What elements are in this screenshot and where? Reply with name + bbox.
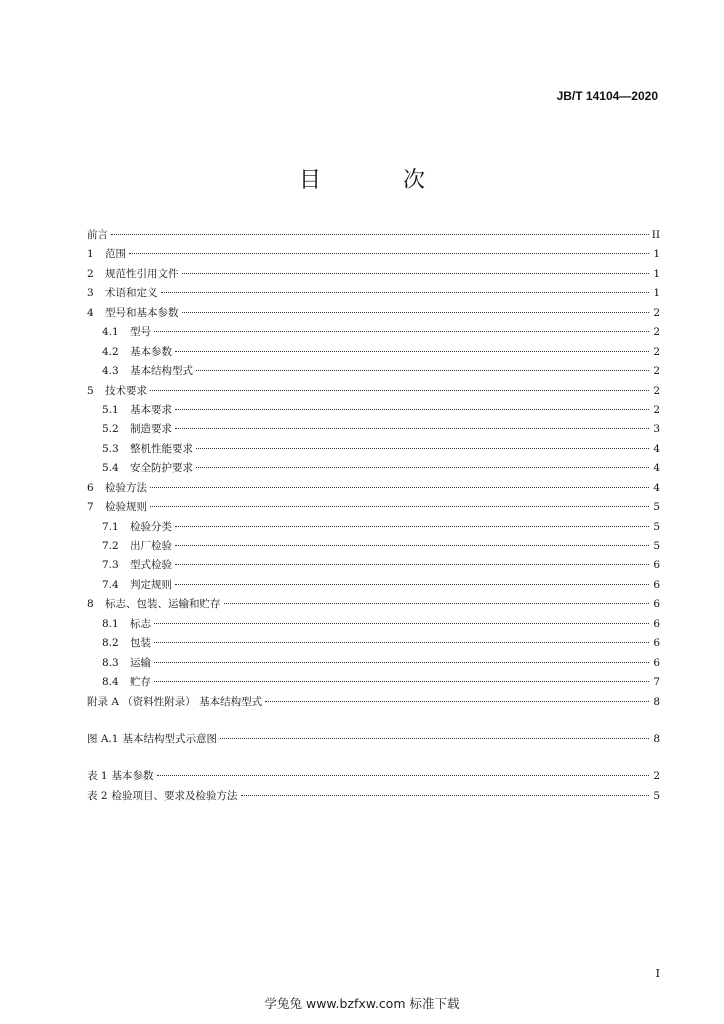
toc-entry-page: 2 <box>653 384 660 397</box>
toc-entry-label: 出厂检验 <box>130 540 172 552</box>
toc-leader-dots <box>175 564 649 565</box>
toc-entry[interactable] <box>87 323 660 342</box>
toc-entry[interactable] <box>87 284 660 303</box>
toc-leader-dots <box>129 253 649 254</box>
toc-entry-number: 7.4 <box>102 578 119 591</box>
toc-main-section <box>87 226 660 712</box>
toc-leader-dots <box>175 545 649 546</box>
toc-leader-dots <box>220 738 649 739</box>
toc-entry[interactable] <box>87 498 660 517</box>
toc-entry-label: 型号和基本参数 <box>105 306 179 319</box>
toc-entry-label: 检验项目、要求及检验方法 <box>111 789 238 802</box>
toc-entry-label: 制造要求 <box>130 423 172 436</box>
toc-leader-dots <box>150 487 649 488</box>
toc-leader-dots <box>175 584 649 585</box>
toc-entry-label: 范围 <box>105 248 126 261</box>
toc-entry-page: 5 <box>653 540 660 552</box>
toc-entry-number: 1 <box>87 248 94 261</box>
toc-entry-label: 整机性能要求 <box>130 442 193 455</box>
toc-entry-number: 8.3 <box>102 656 119 669</box>
toc-leader-dots <box>154 331 649 332</box>
document-code: JB/T 14104—2020 <box>556 89 658 103</box>
toc-leader-dots <box>175 351 649 352</box>
toc-leader-dots <box>154 623 649 624</box>
toc-entry-number: 8.1 <box>102 617 119 630</box>
toc-leader-dots <box>175 409 649 410</box>
toc-leader-dots <box>154 662 649 663</box>
toc-entry-page: 1 <box>653 267 660 280</box>
toc-leader-dots <box>154 681 649 682</box>
toc-entry-page: 2 <box>653 770 660 783</box>
toc-entry-number: 5.1 <box>102 403 119 416</box>
toc-entry-label: 基本参数 <box>111 770 154 783</box>
toc-entry[interactable] <box>87 615 660 634</box>
toc-figures-section <box>87 730 660 749</box>
toc-entry-number: 4.3 <box>102 365 119 378</box>
toc-entry-page: 6 <box>653 656 660 669</box>
toc-entry[interactable] <box>87 673 660 692</box>
toc-entry[interactable] <box>87 440 660 459</box>
toc-entry-number: 2 <box>87 267 94 280</box>
toc-entry[interactable] <box>87 420 660 439</box>
toc-entry-label: 标志 <box>130 617 151 630</box>
toc-entry-label: 检验方法 <box>105 481 147 494</box>
table-of-contents <box>87 226 660 806</box>
toc-entry-number: 7.1 <box>102 520 119 533</box>
toc-leader-dots <box>182 273 650 274</box>
toc-entry-page: 4 <box>653 462 660 475</box>
toc-entry-number: 3 <box>87 287 94 300</box>
toc-entry-label: 运输 <box>130 656 151 669</box>
toc-tables-section <box>87 767 660 806</box>
toc-leader-dots <box>150 390 649 391</box>
toc-entry-number: 7.2 <box>102 540 119 552</box>
toc-entry-page: 6 <box>653 637 660 650</box>
toc-entry-label: 安全防护要求 <box>130 462 193 475</box>
toc-entry-label: 前言 <box>87 229 108 241</box>
toc-leader-dots <box>196 467 649 468</box>
toc-entry-page: 2 <box>653 365 660 378</box>
toc-entry-page: 5 <box>653 501 660 514</box>
toc-entry-page: 2 <box>653 403 660 416</box>
toc-entry-page: 2 <box>653 345 660 358</box>
toc-entry[interactable] <box>87 362 660 381</box>
page-number: I <box>655 967 660 980</box>
toc-entry[interactable] <box>87 595 660 614</box>
toc-entry-page: 2 <box>653 306 660 319</box>
toc-entry-page: 6 <box>653 578 660 591</box>
toc-entry-label: 基本要求 <box>130 403 172 416</box>
toc-entry-label: 标志、包装、运输和贮存 <box>105 598 221 611</box>
toc-entry[interactable] <box>87 304 660 323</box>
toc-entry-page: 7 <box>653 676 660 689</box>
toc-entry[interactable] <box>87 518 660 537</box>
toc-entry[interactable] <box>87 245 660 264</box>
toc-leader-dots <box>196 370 649 371</box>
toc-entry-label: 判定规则 <box>130 578 172 591</box>
toc-entry-page: 1 <box>653 287 660 300</box>
toc-leader-dots <box>224 603 650 604</box>
toc-entry-page: 3 <box>653 423 660 436</box>
toc-entry-number: 表 1 <box>87 770 108 783</box>
toc-entry-number: 5.3 <box>102 442 119 455</box>
toc-entry-label: 附录 A （资料性附录） 基本结构型式 <box>87 695 263 708</box>
toc-leader-dots <box>175 428 649 429</box>
toc-entry[interactable] <box>87 556 660 575</box>
toc-leader-dots <box>111 234 649 235</box>
toc-leader-dots <box>265 701 649 702</box>
toc-entry-number: 5.4 <box>102 462 119 475</box>
toc-entry-number: 5 <box>87 384 94 397</box>
toc-entry[interactable] <box>87 343 660 362</box>
toc-entry-page: 1 <box>653 248 660 261</box>
toc-entry-number: 5.2 <box>102 423 119 436</box>
toc-entry-number: 8.4 <box>102 676 119 689</box>
toc-entry-number: 7.3 <box>102 559 119 572</box>
toc-entry[interactable] <box>87 459 660 478</box>
toc-entry-number: 8 <box>87 598 94 611</box>
toc-entry-number: 4.1 <box>102 326 119 339</box>
toc-entry[interactable] <box>87 265 660 284</box>
toc-entry-label: 检验分类 <box>130 520 172 533</box>
toc-entry-page: 6 <box>653 559 660 572</box>
toc-entry[interactable] <box>87 401 660 420</box>
toc-entry-label: 规范性引用文件 <box>105 267 179 280</box>
toc-entry-number: 8.2 <box>102 637 119 650</box>
toc-leader-dots <box>150 506 649 507</box>
toc-leader-dots <box>182 312 650 313</box>
toc-entry-number: 表 2 <box>87 789 108 802</box>
toc-entry[interactable] <box>87 654 660 673</box>
toc-leader-dots <box>161 292 650 293</box>
toc-entry-number: 4.2 <box>102 345 119 358</box>
toc-entry[interactable] <box>87 767 660 786</box>
toc-entry-page: 5 <box>653 789 660 802</box>
toc-entry-label: 贮存 <box>130 676 151 689</box>
toc-entry-page: 4 <box>653 442 660 455</box>
toc-entry[interactable] <box>87 693 660 712</box>
toc-entry-page: 6 <box>653 617 660 630</box>
toc-entry-label: 型式检验 <box>130 559 172 572</box>
toc-entry-label: 基本结构型式示意图 <box>122 732 217 745</box>
toc-entry[interactable] <box>87 226 660 245</box>
toc-entry-number: 4 <box>87 306 94 319</box>
toc-leader-dots <box>157 775 649 776</box>
toc-entry[interactable] <box>87 787 660 806</box>
toc-entry-page: 5 <box>653 520 660 533</box>
toc-entry-number: 图 A.1 <box>87 732 119 745</box>
toc-entry-label: 检验规则 <box>105 501 147 514</box>
toc-entry-page: II <box>651 229 660 241</box>
toc-leader-dots <box>196 448 649 449</box>
toc-entry[interactable] <box>87 576 660 595</box>
toc-entry-label: 型号 <box>130 326 151 339</box>
toc-entry-page: 8 <box>653 695 660 708</box>
toc-entry[interactable] <box>87 730 660 749</box>
toc-leader-dots <box>241 795 649 796</box>
toc-entry[interactable] <box>87 634 660 653</box>
toc-entry[interactable] <box>87 537 660 556</box>
toc-leader-dots <box>175 526 649 527</box>
toc-entry-number: 6 <box>87 481 94 494</box>
toc-entry-page: 6 <box>653 598 660 611</box>
toc-entry-page: 2 <box>653 326 660 339</box>
toc-entry-label: 技术要求 <box>105 384 147 397</box>
toc-entry-number: 7 <box>87 501 94 514</box>
toc-entry[interactable] <box>87 479 660 498</box>
toc-entry[interactable] <box>87 382 660 401</box>
toc-entry-page: 4 <box>653 481 660 494</box>
toc-entry-label: 基本参数 <box>130 345 172 358</box>
toc-entry-label: 基本结构型式 <box>130 365 193 378</box>
toc-entry-label: 术语和定义 <box>105 287 158 300</box>
watermark: 学兔兔 www.bzfxw.com 标准下载 <box>264 996 460 1011</box>
toc-entry-page: 8 <box>653 732 660 745</box>
page-title: 目 次 <box>298 168 455 193</box>
toc-leader-dots <box>154 642 649 643</box>
toc-entry-label: 包装 <box>130 637 151 650</box>
